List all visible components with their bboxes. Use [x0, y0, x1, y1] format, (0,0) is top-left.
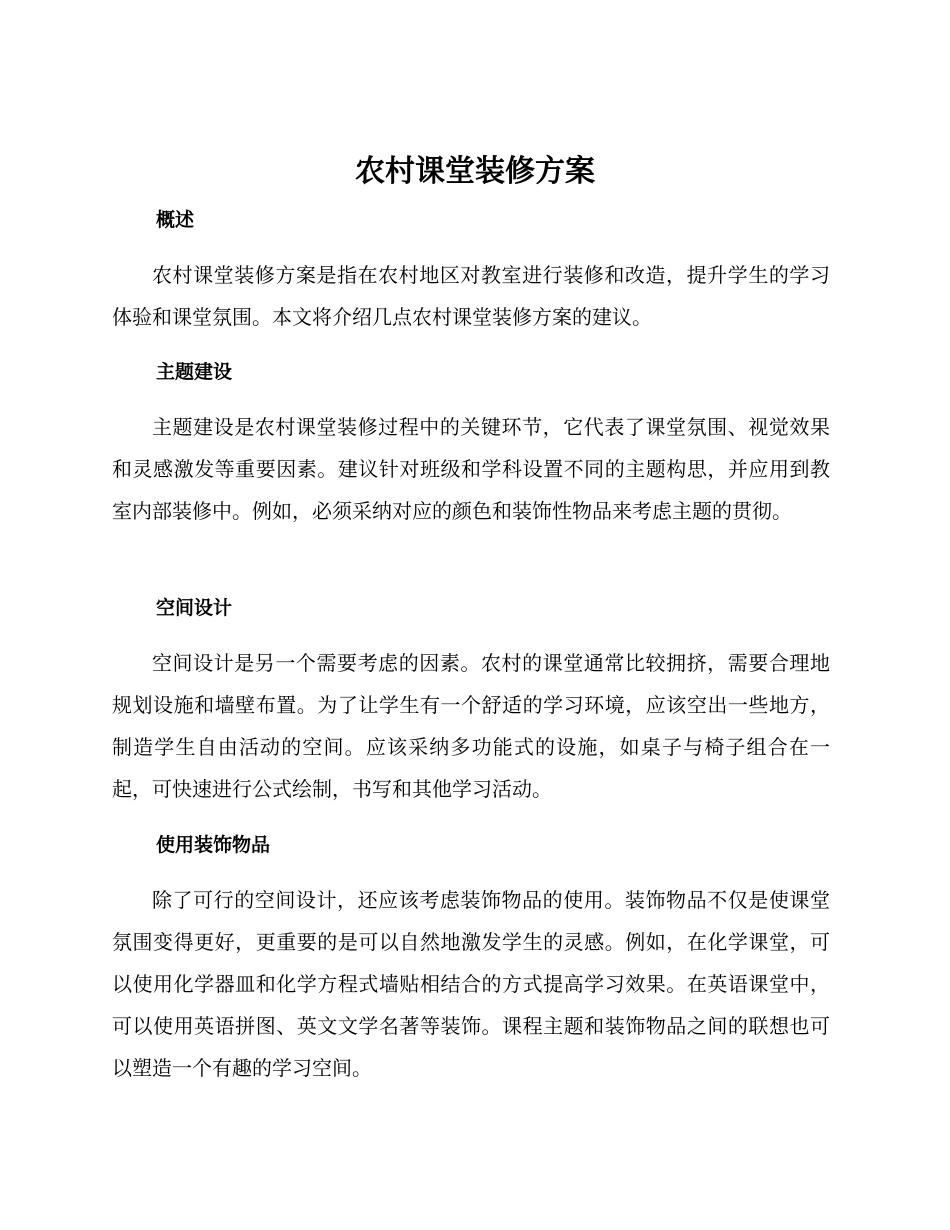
- section-heading-decorations: 使用装饰物品: [156, 834, 271, 856]
- document-title: 农村课堂装修方案: [355, 154, 595, 189]
- section-paragraph-overview: 农村课堂装修方案是指在农村地区对教室进行装修和改造，提升学生的学习体验和课堂氛围。本文将介绍几点农村课堂装修方案的建议。: [112, 263, 830, 329]
- section-heading-theme: 主题建设: [156, 361, 233, 383]
- section-paragraph-theme: 主题建设是农村课堂装修过程中的关键环节，它代表了课堂氛围、视觉效果和灵感激发等重要因素。建议针对班级和学科设置不同的主题构思，并应用到教室内部装修中。例如，必须采纳对应的颜色和装饰性物品来考虑主题的贯彻。: [112, 415, 830, 523]
- section-paragraph-decorations: 除了可行的空间设计，还应该考虑装饰物品的使用。装饰物品不仅是使课堂氛围变得更好，更重要的是可以自然地激发学生的灵感。例如，在化学课堂，可以使用化学器皿和化学方程式墙贴相结合的方式提高学习效果。在英语课堂中，可以使用英语拼图、英文文学名著等装饰。课程主题和装饰物品之间的联想也可以塑造一个有趣的学习空间。: [112, 888, 830, 1080]
- section-paragraph-space: 空间设计是另一个需要考虑的因素。农村的课堂通常比较拥挤，需要合理地规划设施和墙壁布置。为了让学生有一个舒适的学习环境，应该空出一些地方，制造学生自由活动的空间。应该采纳多功能式的设施，如桌子与椅子组合在一起，可快速进行公式绘制，书写和其他学习活动。: [112, 651, 830, 801]
- section-heading-overview: 概述: [156, 209, 195, 231]
- section-heading-space: 空间设计: [156, 597, 233, 619]
